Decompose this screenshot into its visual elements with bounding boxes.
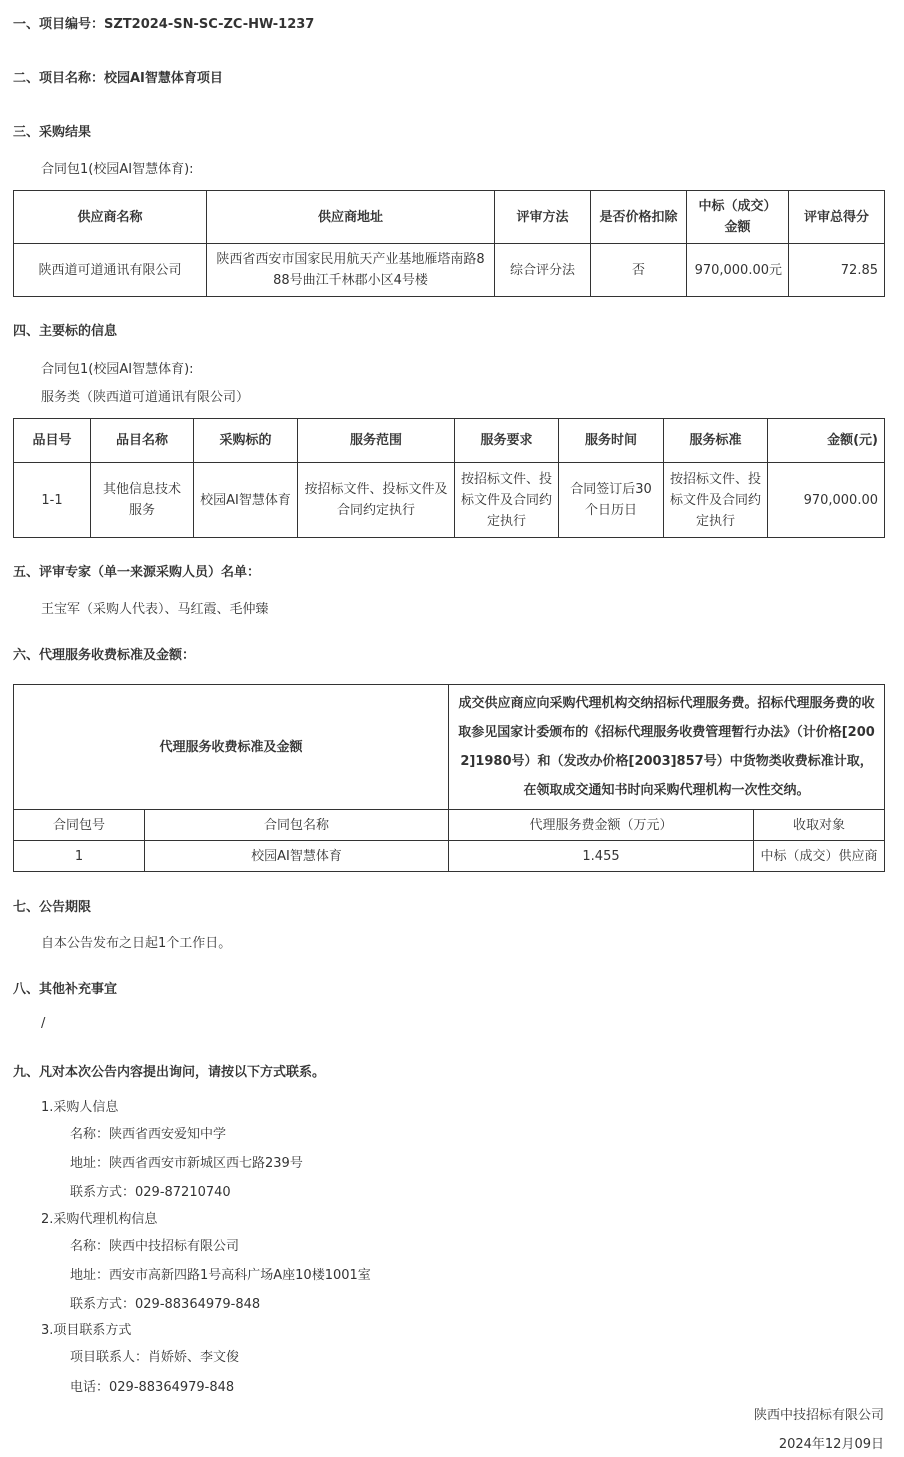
col-target: 采购标的 — [194, 419, 298, 463]
fee-target: 中标（成交）供应商 — [754, 841, 885, 872]
footer-org: 陕西中技招标有限公司 — [753, 1408, 884, 1423]
buyer-info-title: 1.采购人信息 — [41, 1100, 119, 1115]
fee-standard-label: 代理服务收费标准及金额 — [14, 685, 449, 810]
award-amount: 970,000.00元 — [687, 244, 789, 297]
other-matters-text: / — [41, 1016, 46, 1031]
item-amount: 970,000.00 — [768, 463, 885, 538]
buyer-address: 地址：陕西省西安市新城区西七路239号 — [70, 1156, 303, 1171]
table-row — [14, 244, 885, 297]
fee-amount: 1.455 — [449, 841, 754, 872]
item-time: 合同签订后30个日历日 — [559, 463, 664, 538]
table-header-row — [14, 810, 885, 841]
buyer-phone: 联系方式：029-87210740 — [70, 1185, 231, 1200]
col-scope: 服务范围 — [298, 419, 455, 463]
item-scope: 按招标文件、投标文件及合同约定执行 — [298, 463, 455, 538]
project-name: 二、项目名称：校园AI智慧体育项目 — [13, 71, 223, 86]
table-row — [14, 463, 885, 538]
section-notice-period: 七、公告期限 — [13, 900, 92, 915]
agency-address: 地址：西安市高新四路1号高科广场A座10楼1001室 — [70, 1268, 371, 1283]
col-time: 服务时间 — [559, 419, 664, 463]
review-method: 综合评分法 — [495, 244, 591, 297]
col-supplier-address: 供应商地址 — [207, 191, 495, 244]
table-header-row — [14, 191, 885, 244]
section-agency-fee: 六、代理服务收费标准及金额： — [13, 648, 196, 663]
section-other-matters: 八、其他补充事宜 — [13, 982, 118, 997]
footer-date: 2024年12月09日 — [778, 1437, 884, 1452]
project-contact-phone: 电话：029-88364979-848 — [70, 1380, 235, 1395]
col-total-score: 评审总得分 — [789, 191, 885, 244]
price-deduction: 否 — [591, 244, 687, 297]
col-package-no: 合同包号 — [14, 810, 145, 841]
contract-package-label-2: 合同包1(校园AI智慧体育): — [41, 362, 194, 377]
item-target: 校园AI智慧体育 — [194, 463, 298, 538]
item-standard: 按招标文件、投标文件及合同约定执行 — [664, 463, 768, 538]
item-no: 1-1 — [14, 463, 91, 538]
service-category: 服务类（陕西道可道通讯有限公司） — [41, 390, 250, 405]
project-number: 一、项目编号：SZT2024-SN-SC-ZC-HW-1237 — [13, 17, 315, 32]
section-experts: 五、评审专家（单一来源采购人员）名单： — [13, 565, 261, 580]
agency-phone: 联系方式：029-88364979-848 — [70, 1297, 261, 1312]
col-supplier-name: 供应商名称 — [14, 191, 207, 244]
col-review-method: 评审方法 — [495, 191, 591, 244]
package-no: 1 — [14, 841, 145, 872]
col-price-deduction: 是否价格扣除 — [591, 191, 687, 244]
col-package-name: 合同包名称 — [145, 810, 449, 841]
col-item-name: 品目名称 — [91, 419, 194, 463]
agency-name: 名称：陕西中技招标有限公司 — [70, 1239, 240, 1254]
col-requirement: 服务要求 — [455, 419, 559, 463]
subject-table — [13, 418, 885, 538]
expert-names: 王宝军（采购人代表）、马红霞、毛仲臻 — [41, 602, 269, 617]
fee-table — [13, 684, 885, 872]
col-standard: 服务标准 — [664, 419, 768, 463]
buyer-name: 名称：陕西省西安爱知中学 — [70, 1127, 227, 1142]
col-item-no: 品目号 — [14, 419, 91, 463]
total-score: 72.85 — [789, 244, 885, 297]
fee-standard-description: 成交供应商应向采购代理机构交纳招标代理服务费。招标代理服务费的收取参见国家计委颁布的《招标代理服务收费管理暂行办法》（计价格[2002]1980号）和（发改办价格[2003]857号）中货物类收费标准计取，在领取成交通知书时向采购代理机构一次性交纳。 — [449, 685, 885, 810]
col-fee-amount: 代理服务费金额（万元） — [449, 810, 754, 841]
item-requirement: 按招标文件、投标文件及合同约定执行 — [455, 463, 559, 538]
item-name: 其他信息技术服务 — [91, 463, 194, 538]
col-award-amount: 中标（成交）金额 — [687, 191, 789, 244]
table-row — [14, 841, 885, 872]
section-main-subject: 四、主要标的信息 — [13, 324, 118, 339]
section-procurement-result: 三、采购结果 — [13, 125, 92, 140]
result-table — [13, 190, 885, 297]
supplier-address: 陕西省西安市国家民用航天产业基地雁塔南路888号曲江千林郡小区4号楼 — [207, 244, 495, 297]
table-header-row — [14, 419, 885, 463]
section-contact: 九、凡对本次公告内容提出询问，请按以下方式联系。 — [13, 1065, 326, 1080]
fee-standard-row — [14, 685, 885, 810]
contract-package-label: 合同包1(校园AI智慧体育): — [41, 162, 194, 177]
project-contact-person: 项目联系人：肖娇娇、李文俊 — [70, 1350, 240, 1365]
col-amount: 金额(元) — [768, 419, 885, 463]
notice-period-text: 自本公告发布之日起1个工作日。 — [41, 936, 232, 951]
supplier-name: 陕西道可道通讯有限公司 — [14, 244, 207, 297]
project-contact-title: 3.项目联系方式 — [41, 1323, 132, 1338]
col-fee-target: 收取对象 — [754, 810, 885, 841]
agency-info-title: 2.采购代理机构信息 — [41, 1212, 158, 1227]
package-name: 校园AI智慧体育 — [145, 841, 449, 872]
